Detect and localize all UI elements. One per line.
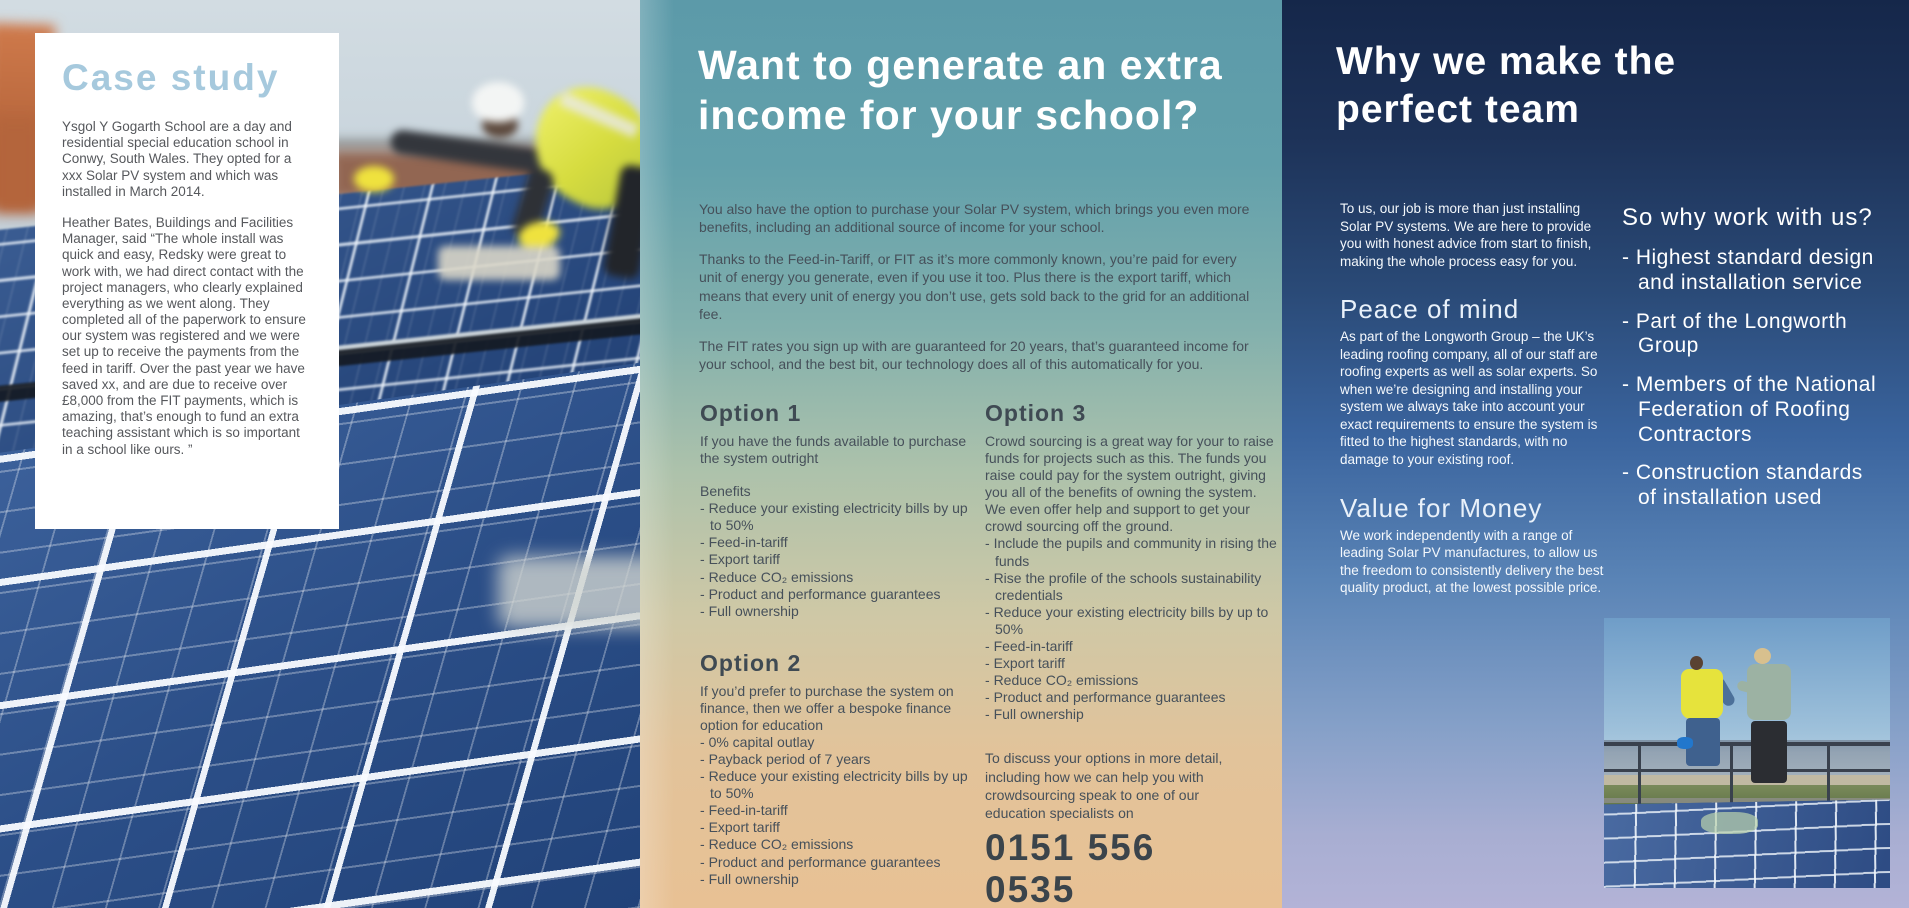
team-title: Why we make the perfect team xyxy=(1336,40,1677,132)
benefit-item: - Payback period of 7 years xyxy=(700,751,982,768)
benefit-item: - Include the pupils and community in rising the funds xyxy=(985,535,1277,569)
railing-top-bar xyxy=(1604,742,1890,746)
panel-reflection xyxy=(1701,812,1758,834)
team-intro: To us, our job is more than just installing Solar PV systems. We are here to provide you with honest advice from start to finish, making the whole process easy for you. xyxy=(1340,201,1592,269)
benefit-item: - Export tariff xyxy=(985,655,1277,672)
benefit-item: - Full ownership xyxy=(700,603,982,620)
option-2 xyxy=(700,650,982,888)
why-work-item: - Members of the National Federation of Roofing Contractors xyxy=(1622,373,1878,447)
income-paragraph: Thanks to the Feed-in-Tariff, or FIT as it’s more commonly known, you’re paid for every unit of energy you generate, even if you use it too. Plus there is the export tariff, which means that every unit of energy you don’t use, gets sold back to the grid for an additional fee. xyxy=(699,250,1250,323)
options-column-2 xyxy=(985,400,1277,908)
benefit-item: - Full ownership xyxy=(700,871,982,888)
benefit-item: - Rise the profile of the schools sustainability credentials xyxy=(985,570,1277,604)
woman-head xyxy=(1754,648,1771,664)
option-2-heading: Option 2 xyxy=(700,649,802,676)
woman-top xyxy=(1747,664,1791,720)
panel-income xyxy=(640,0,1282,908)
case-study-text xyxy=(62,119,312,458)
option-1-heading: Option 1 xyxy=(700,400,802,426)
case-study-card xyxy=(35,33,339,529)
option-1-benefits xyxy=(700,500,982,620)
why-work-item: - Highest standard design and installation service xyxy=(1622,246,1878,296)
option-2-description: If you’d prefer to purchase the system on finance, then we offer a bespoke finance option for education xyxy=(700,682,954,733)
why-work-item: - Part of the Longworth Group xyxy=(1622,310,1878,360)
benefit-item: - Reduce your existing electricity bills by up to 50% xyxy=(700,768,982,802)
benefit-item: - Feed-in-tariff xyxy=(700,802,982,819)
benefit-item: - 0% capital outlay xyxy=(700,734,982,751)
benefit-item: - Product and performance guarantees xyxy=(700,586,982,603)
benefit-item: - Reduce CO₂ emissions xyxy=(700,569,982,586)
value-for-money-body: We work independently with a range of leading Solar PV manufactures, to allow us the freedom to consistently delivery the best quality product, at the lowest possible price. xyxy=(1340,527,1604,596)
case-study-paragraph: Ysgol Y Gogarth School are a day and residential special education school in Conwy, South Wales. They opted for a xxx Solar PV system and which was installed in March 2014. xyxy=(62,119,292,199)
why-work-list xyxy=(1622,246,1878,511)
value-for-money-heading: Value for Money xyxy=(1340,492,1543,523)
option-1 xyxy=(700,400,982,620)
crane-structure-lower xyxy=(0,118,40,214)
benefit-item: - Export tariff xyxy=(700,551,982,568)
railing-post xyxy=(1638,742,1641,812)
option-3 xyxy=(985,400,1277,723)
why-work-item: - Construction standards of installation used xyxy=(1622,461,1878,511)
benefit-item: - Export tariff xyxy=(700,819,982,836)
case-study-title: Case study xyxy=(62,57,280,98)
man-head xyxy=(1690,656,1703,670)
benefit-item: - Product and performance guarantees xyxy=(700,854,982,871)
contact-block xyxy=(985,749,1247,908)
worker-hard-hat xyxy=(472,82,524,122)
income-intro xyxy=(699,200,1255,387)
option-1-description: If you have the funds available to purchase the system outright xyxy=(700,433,967,467)
option-3-heading: Option 3 xyxy=(985,400,1087,426)
income-paragraph: The FIT rates you sign up with are guaranteed for 20 years, that’s guaranteed income for your school, and the best bit, our technology does all of this automatically for you. xyxy=(699,337,1249,373)
woman-trousers xyxy=(1751,721,1787,783)
team-column-1 xyxy=(1340,200,1612,597)
team-column-2 xyxy=(1622,200,1878,525)
rooftop-meeting-photo xyxy=(1604,618,1890,888)
benefit-item: - Feed-in-tariff xyxy=(700,534,982,551)
why-work-heading: So why work with us? xyxy=(1622,204,1873,231)
light-reflection xyxy=(498,556,640,628)
income-paragraph: You also have the option to purchase your Solar PV system, which brings you even more benefits, including an additional source of income for your school. xyxy=(699,201,1250,236)
option-2-benefits xyxy=(700,734,982,888)
panel-team xyxy=(1282,0,1909,908)
peace-of-mind-heading: Peace of mind xyxy=(1340,294,1520,325)
worker-glove xyxy=(354,166,394,192)
benefit-item: - Full ownership xyxy=(985,706,1277,723)
man-hi-vis-vest xyxy=(1681,669,1723,719)
benefit-item: - Feed-in-tariff xyxy=(985,638,1277,655)
benefit-item: - Reduce CO₂ emissions xyxy=(700,836,982,853)
option-3-benefits xyxy=(985,535,1277,723)
blue-hard-hat xyxy=(1677,737,1693,749)
case-study-paragraph: Heather Bates, Buildings and Facilities Manager, said “The whole install was quick and easy, Redsky were great to work with, we had direct contact with the project managers, who clearly explained everything as we went along. They completed all of the paperwork to ensure our system was registered and we were set up to receive the payments from the feed in tariff. Over the past year we have saved xx, and are due to receive over £8,000 from the FIT payments, which is amazing, that’s enough to fund an extra teaching assistant which is so important in a school like ours. ” xyxy=(62,214,306,457)
roof-slab xyxy=(438,246,560,280)
phone-number: 0151 556 0535 xyxy=(985,827,1156,908)
benefits-label: Benefits xyxy=(700,483,751,500)
options-column-1 xyxy=(700,400,982,888)
panel-case-study xyxy=(0,0,640,908)
option-3-description: Crowd sourcing is a great way for your to raise funds for projects such as this. The funds you raise could pay for the system outright, giving you all of the benefits of owning the system. We even offer help and support to get your crowd sourcing off the ground. xyxy=(985,433,1274,535)
railing-mid-bar xyxy=(1604,769,1890,772)
peace-of-mind-body: As part of the Longworth Group – the UK’s leading roofing company, all of our staff are roofing experts as well as solar experts. So when we’re designing and installing your system we always take into account your exact requirements to ensure the system is fitted to the highest standards, with no damage to your existing roof. xyxy=(1340,329,1598,468)
benefit-item: - Reduce your existing electricity bills by up to 50% xyxy=(985,604,1277,638)
benefit-item: - Reduce CO₂ emissions xyxy=(985,672,1277,689)
contact-text: To discuss your options in more detail, including how we can help you with crowdsourcing speak to one of our education specialists on xyxy=(985,750,1223,821)
income-title: Want to generate an extra income for your school? xyxy=(698,42,1223,139)
benefit-item: - Reduce your existing electricity bills by up to 50% xyxy=(700,500,982,534)
benefit-item: - Product and performance guarantees xyxy=(985,689,1277,706)
